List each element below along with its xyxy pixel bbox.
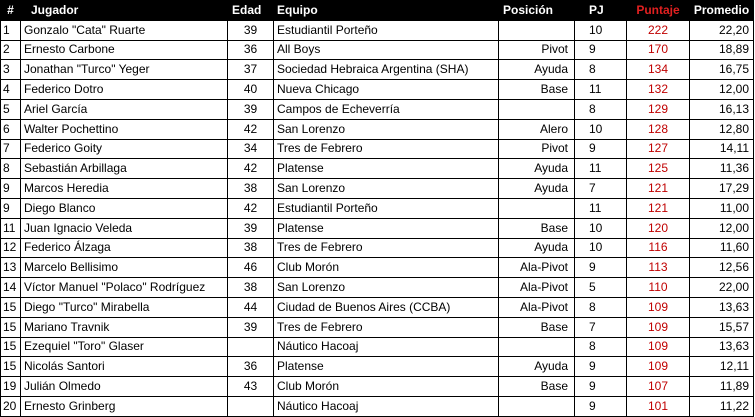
cell-posicion: Ala-Pivot (499, 297, 575, 317)
cell-edad: 39 (228, 317, 274, 337)
cell-pj: 11 (575, 198, 627, 218)
cell-edad (228, 337, 274, 357)
cell-edad: 43 (228, 377, 274, 397)
cell-puntaje: 134 (627, 60, 690, 80)
cell-posicion (499, 337, 575, 357)
cell-pj: 8 (575, 297, 627, 317)
cell-pj: 9 (575, 377, 627, 397)
cell-pj: 9 (575, 40, 627, 60)
table-row (1, 40, 754, 60)
header-edad: Edad (228, 1, 274, 21)
cell-equipo: Tres de Febrero (274, 139, 499, 159)
header-jugador: Jugador (21, 1, 228, 21)
cell-pj: 11 (575, 159, 627, 179)
cell-num: 6 (1, 119, 21, 139)
cell-jugador: Federico Álzaga (21, 238, 228, 258)
cell-puntaje: 129 (627, 99, 690, 119)
table-row (1, 337, 754, 357)
table-row (1, 297, 754, 317)
cell-posicion: Base (499, 80, 575, 100)
cell-edad: 42 (228, 159, 274, 179)
table-row (1, 357, 754, 377)
cell-num: 11 (1, 218, 21, 238)
cell-posicion (499, 198, 575, 218)
cell-jugador: Diego Blanco (21, 198, 228, 218)
table-row (1, 119, 754, 139)
cell-puntaje: 116 (627, 238, 690, 258)
cell-promedio: 11,89 (690, 377, 754, 397)
cell-pj: 10 (575, 218, 627, 238)
cell-jugador: Gonzalo "Cata" Ruarte (21, 20, 228, 40)
cell-edad: 38 (228, 179, 274, 199)
cell-edad: 40 (228, 80, 274, 100)
cell-num: 1 (1, 20, 21, 40)
cell-pj: 7 (575, 317, 627, 337)
table-row (1, 99, 754, 119)
cell-promedio: 11,22 (690, 396, 754, 416)
cell-num: 15 (1, 357, 21, 377)
cell-posicion: Ayuda (499, 159, 575, 179)
cell-puntaje: 127 (627, 139, 690, 159)
cell-equipo: San Lorenzo (274, 179, 499, 199)
cell-puntaje: 128 (627, 119, 690, 139)
cell-jugador: Mariano Travnik (21, 317, 228, 337)
cell-jugador: Sebastián Arbillaga (21, 159, 228, 179)
table-row (1, 238, 754, 258)
cell-posicion (499, 396, 575, 416)
cell-equipo: San Lorenzo (274, 278, 499, 298)
cell-pj: 8 (575, 337, 627, 357)
cell-jugador: Juan Ignacio Veleda (21, 218, 228, 238)
cell-pj: 8 (575, 99, 627, 119)
cell-puntaje: 222 (627, 20, 690, 40)
cell-equipo: Estudiantil Porteño (274, 198, 499, 218)
cell-posicion: Pivot (499, 139, 575, 159)
table-row (1, 218, 754, 238)
cell-equipo: Club Morón (274, 377, 499, 397)
cell-puntaje: 132 (627, 80, 690, 100)
cell-pj: 9 (575, 396, 627, 416)
cell-edad: 34 (228, 139, 274, 159)
cell-promedio: 12,00 (690, 80, 754, 100)
cell-edad: 42 (228, 198, 274, 218)
cell-equipo: Platense (274, 159, 499, 179)
table-row (1, 60, 754, 80)
cell-pj: 8 (575, 60, 627, 80)
cell-equipo: Náutico Hacoaj (274, 337, 499, 357)
table-row (1, 396, 754, 416)
cell-equipo: Nueva Chicago (274, 80, 499, 100)
cell-num: 15 (1, 317, 21, 337)
cell-pj: 10 (575, 119, 627, 139)
cell-edad: 39 (228, 20, 274, 40)
cell-edad: 38 (228, 238, 274, 258)
cell-num: 20 (1, 396, 21, 416)
cell-pj: 9 (575, 357, 627, 377)
table-row (1, 198, 754, 218)
cell-equipo: San Lorenzo (274, 119, 499, 139)
cell-promedio: 15,57 (690, 317, 754, 337)
header-equipo: Equipo (274, 1, 499, 21)
cell-posicion (499, 99, 575, 119)
table-row (1, 278, 754, 298)
cell-posicion: Base (499, 377, 575, 397)
cell-num: 4 (1, 80, 21, 100)
cell-posicion: Ayuda (499, 357, 575, 377)
cell-posicion: Ayuda (499, 179, 575, 199)
cell-puntaje: 109 (627, 297, 690, 317)
cell-equipo: Tres de Febrero (274, 317, 499, 337)
cell-puntaje: 125 (627, 159, 690, 179)
header-row (1, 1, 754, 21)
cell-puntaje: 113 (627, 258, 690, 278)
header-pj: PJ (575, 1, 627, 21)
cell-puntaje: 120 (627, 218, 690, 238)
cell-num: 9 (1, 179, 21, 199)
cell-pj: 10 (575, 238, 627, 258)
table-row (1, 139, 754, 159)
cell-promedio: 17,29 (690, 179, 754, 199)
cell-edad: 39 (228, 99, 274, 119)
cell-promedio: 22,20 (690, 20, 754, 40)
header-puntaje: Puntaje (627, 1, 690, 21)
cell-edad (228, 396, 274, 416)
cell-num: 13 (1, 258, 21, 278)
cell-puntaje: 170 (627, 40, 690, 60)
cell-promedio: 11,36 (690, 159, 754, 179)
cell-equipo: Platense (274, 218, 499, 238)
header-num: # (1, 1, 21, 21)
cell-num: 15 (1, 337, 21, 357)
cell-jugador: Nicolás Santori (21, 357, 228, 377)
cell-promedio: 18,89 (690, 40, 754, 60)
cell-promedio: 13,63 (690, 297, 754, 317)
cell-num: 15 (1, 297, 21, 317)
cell-num: 19 (1, 377, 21, 397)
cell-jugador: Marcelo Bellisimo (21, 258, 228, 278)
cell-jugador: Ernesto Carbone (21, 40, 228, 60)
cell-posicion: Pivot (499, 40, 575, 60)
cell-promedio: 14,11 (690, 139, 754, 159)
cell-puntaje: 107 (627, 377, 690, 397)
cell-edad: 44 (228, 297, 274, 317)
cell-promedio: 12,00 (690, 218, 754, 238)
cell-posicion: Ala-Pivot (499, 258, 575, 278)
cell-puntaje: 109 (627, 357, 690, 377)
cell-posicion: Base (499, 218, 575, 238)
cell-jugador: Federico Goity (21, 139, 228, 159)
cell-pj: 5 (575, 278, 627, 298)
cell-equipo: Campos de Echeverría (274, 99, 499, 119)
cell-posicion: Ayuda (499, 60, 575, 80)
cell-jugador: Ezequiel "Toro" Glaser (21, 337, 228, 357)
table-body (1, 20, 754, 416)
cell-pj: 10 (575, 20, 627, 40)
table-row (1, 258, 754, 278)
table-row (1, 80, 754, 100)
cell-posicion (499, 20, 575, 40)
cell-promedio: 11,00 (690, 198, 754, 218)
table-row (1, 377, 754, 397)
cell-posicion: Alero (499, 119, 575, 139)
cell-edad: 36 (228, 40, 274, 60)
cell-num: 5 (1, 99, 21, 119)
cell-pj: 11 (575, 80, 627, 100)
cell-equipo: All Boys (274, 40, 499, 60)
cell-promedio: 12,56 (690, 258, 754, 278)
cell-jugador: Federico Dotro (21, 80, 228, 100)
cell-jugador: Ariel García (21, 99, 228, 119)
cell-promedio: 16,75 (690, 60, 754, 80)
cell-promedio: 12,11 (690, 357, 754, 377)
table-row (1, 317, 754, 337)
cell-promedio: 12,80 (690, 119, 754, 139)
cell-equipo: Ciudad de Buenos Aires (CCBA) (274, 297, 499, 317)
cell-edad: 36 (228, 357, 274, 377)
cell-promedio: 16,13 (690, 99, 754, 119)
cell-equipo: Sociedad Hebraica Argentina (SHA) (274, 60, 499, 80)
cell-edad: 37 (228, 60, 274, 80)
header-posicion: Posición (499, 1, 575, 21)
cell-num: 12 (1, 238, 21, 258)
table-row (1, 20, 754, 40)
cell-equipo: Estudiantil Porteño (274, 20, 499, 40)
cell-pj: 7 (575, 179, 627, 199)
cell-num: 3 (1, 60, 21, 80)
cell-puntaje: 110 (627, 278, 690, 298)
cell-jugador: Marcos Heredia (21, 179, 228, 199)
cell-puntaje: 109 (627, 337, 690, 357)
cell-equipo: Club Morón (274, 258, 499, 278)
cell-num: 8 (1, 159, 21, 179)
cell-num: 9 (1, 198, 21, 218)
cell-puntaje: 101 (627, 396, 690, 416)
cell-posicion: Ayuda (499, 238, 575, 258)
cell-pj: 9 (575, 258, 627, 278)
cell-equipo: Náutico Hacoaj (274, 396, 499, 416)
cell-promedio: 13,63 (690, 337, 754, 357)
cell-equipo: Tres de Febrero (274, 238, 499, 258)
cell-num: 2 (1, 40, 21, 60)
cell-jugador: Diego "Turco" Mirabella (21, 297, 228, 317)
cell-puntaje: 121 (627, 179, 690, 199)
table-row (1, 159, 754, 179)
cell-promedio: 11,60 (690, 238, 754, 258)
cell-equipo: Platense (274, 357, 499, 377)
cell-puntaje: 109 (627, 317, 690, 337)
cell-num: 7 (1, 139, 21, 159)
cell-promedio: 22,00 (690, 278, 754, 298)
cell-jugador: Ernesto Grinberg (21, 396, 228, 416)
cell-edad: 46 (228, 258, 274, 278)
cell-edad: 38 (228, 278, 274, 298)
cell-jugador: Julián Olmedo (21, 377, 228, 397)
cell-jugador: Walter Pochettino (21, 119, 228, 139)
cell-num: 14 (1, 278, 21, 298)
cell-pj: 9 (575, 139, 627, 159)
cell-posicion: Base (499, 317, 575, 337)
header-promedio: Promedio (690, 1, 754, 21)
cell-jugador: Víctor Manuel "Polaco" Rodríguez (21, 278, 228, 298)
cell-posicion: Ala-Pivot (499, 278, 575, 298)
cell-puntaje: 121 (627, 198, 690, 218)
cell-edad: 42 (228, 119, 274, 139)
cell-jugador: Jonathan "Turco" Yeger (21, 60, 228, 80)
cell-edad: 39 (228, 218, 274, 238)
table-row (1, 179, 754, 199)
